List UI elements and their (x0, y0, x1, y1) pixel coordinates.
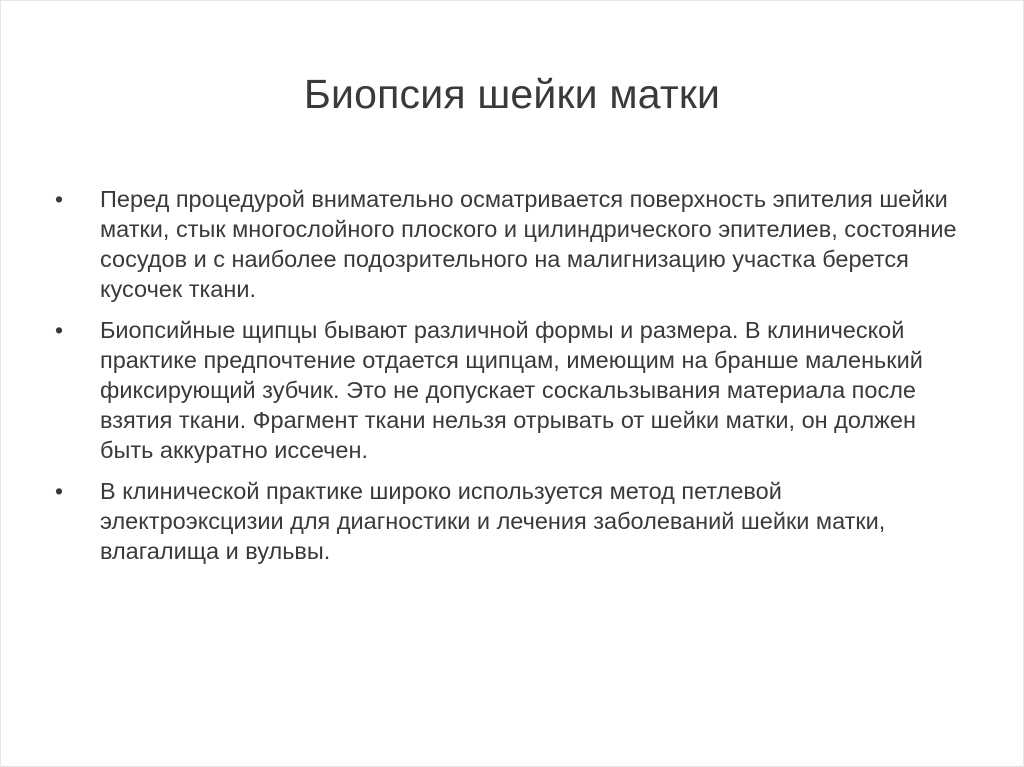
bullet-item (55, 184, 970, 304)
slide-title: Биопсия шейки матки (303, 71, 721, 117)
bullet-text: Перед процедурой внимательно осматривается поверхность эпителия шейки матки, стык многослойного плоского и цилиндрического эпителиев, состояние сосудов и с наиболее подозрительного на малигнизацию участка берется кусочек ткани. (100, 186, 957, 302)
bullet-dot-icon: • (55, 478, 64, 504)
bullet-item (55, 476, 970, 566)
bullet-text: В клинической практике широко используется метод петлевой электроэксцизии для диагностики и лечения заболеваний шейки матки, влагалища и вульвы. (100, 478, 886, 564)
bullet-dot-icon: • (55, 317, 64, 343)
bullet-text: Биопсийные щипцы бывают различной формы и размера. В клинической практике предпочтение отдается щипцам, имеющим на бранше маленький фиксирующий зубчик. Это не допускает соскальзывания материала после взятия ткани. Фрагмент ткани нельзя отрывать от шейки матки, он должен быть аккуратно иссечен. (100, 317, 923, 463)
bullet-dot-icon: • (55, 186, 64, 212)
bullet-item (55, 315, 970, 465)
bullet-list (55, 184, 970, 577)
